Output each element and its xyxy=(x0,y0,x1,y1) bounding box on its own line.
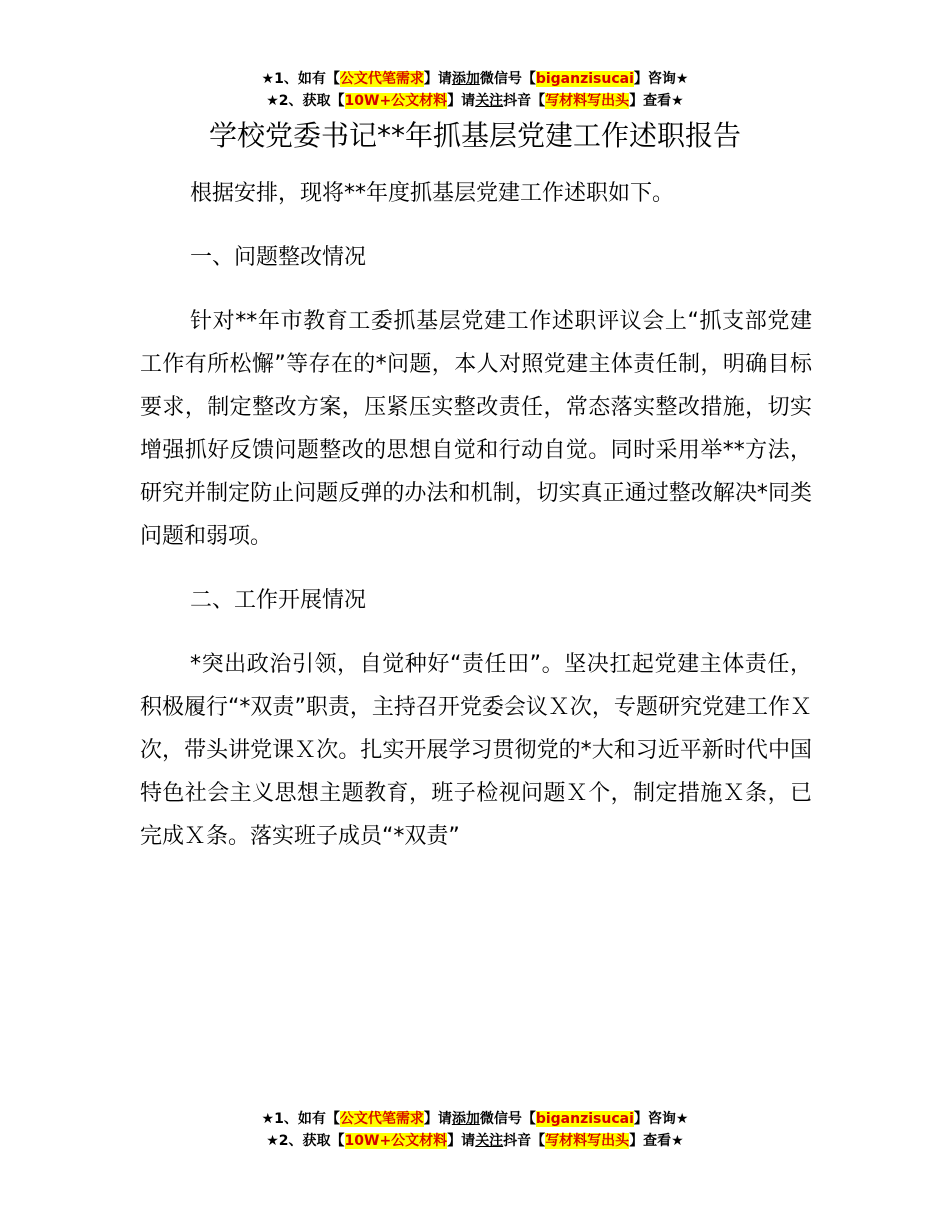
intro-paragraph: 根据安排，现将**年度抓基层党建工作述职如下。 xyxy=(190,181,675,206)
promo-text: ★2、获取【 xyxy=(266,93,345,109)
document-title: 学校党委书记**年抓基层党建工作述职报告 xyxy=(208,119,741,152)
body-paragraph: *突出政治引领，自觉种好“责任田”。坚决扛起党建主体责任，积极履行“*双责”职责，主持召开党委会议Ｘ次，专题研究党建工作Ｘ次，带头讲党课Ｘ次。扎实开展学习贯彻党的*大和习近平新时代中国特色社会主义思想主题教育，班子检视问题Ｘ个，制定措施Ｘ条，已完成Ｘ条。落实班子成员“*双责” xyxy=(140,652,812,849)
promo-line-2 xyxy=(0,90,950,112)
promo-highlight: 公文代笔需求 xyxy=(339,1111,424,1127)
document-body xyxy=(140,172,812,879)
promo-text: 】请 xyxy=(447,93,476,109)
promo-underline: 添加 xyxy=(451,1111,480,1127)
promo-underline: 添加 xyxy=(451,71,480,87)
promo-highlight: 10W+公文材料 xyxy=(344,1133,448,1149)
promo-text: 抖音【 xyxy=(503,1133,546,1149)
section-heading-1: 一、问题整改情况 xyxy=(190,245,367,270)
promo-footer xyxy=(0,1108,950,1152)
promo-text: 】咨询★ xyxy=(633,71,689,87)
promo-highlight: biganzisucai xyxy=(535,1111,634,1127)
promo-header xyxy=(0,68,950,112)
promo-highlight: 10W+公文材料 xyxy=(344,93,448,109)
promo-line-1 xyxy=(0,68,950,90)
promo-highlight: biganzisucai xyxy=(535,71,634,87)
promo-underline: 关注 xyxy=(475,1133,504,1149)
promo-text: 抖音【 xyxy=(503,93,546,109)
promo-text: ★1、如有【 xyxy=(261,71,340,87)
section-heading-2: 二、工作开展情况 xyxy=(190,588,367,613)
promo-text: 】请 xyxy=(423,1111,452,1127)
promo-text: 微信号【 xyxy=(479,1111,536,1127)
promo-underline: 关注 xyxy=(475,93,504,109)
promo-text: ★2、获取【 xyxy=(266,1133,345,1149)
promo-text: 】请 xyxy=(447,1133,476,1149)
body-paragraph: 针对**年市教育工委抓基层党建工作述职评议会上“抓支部党建工作有所松懈”等存在的*问题，本人对照党建主体责任制，明确目标要求，制定整改方案，压紧压实整改责任，常态落实整改措施，切实增强抓好反馈问题整改的思想自觉和行动自觉。同时采用举**方法，研究并制定防止问题反弹的办法和机制，切实真正通过整改解决*同类问题和弱项。 xyxy=(140,309,812,549)
promo-text: 】查看★ xyxy=(629,1133,684,1149)
promo-line-1 xyxy=(0,1108,950,1130)
promo-text: ★1、如有【 xyxy=(261,1111,340,1127)
promo-line-2 xyxy=(0,1130,950,1152)
promo-text: 】查看★ xyxy=(629,93,684,109)
promo-highlight: 公文代笔需求 xyxy=(339,71,424,87)
promo-highlight: 写材料写出头 xyxy=(545,93,630,109)
promo-text: 】请 xyxy=(423,71,452,87)
promo-text: 】咨询★ xyxy=(633,1111,689,1127)
promo-text: 微信号【 xyxy=(479,71,536,87)
promo-highlight: 写材料写出头 xyxy=(545,1133,630,1149)
